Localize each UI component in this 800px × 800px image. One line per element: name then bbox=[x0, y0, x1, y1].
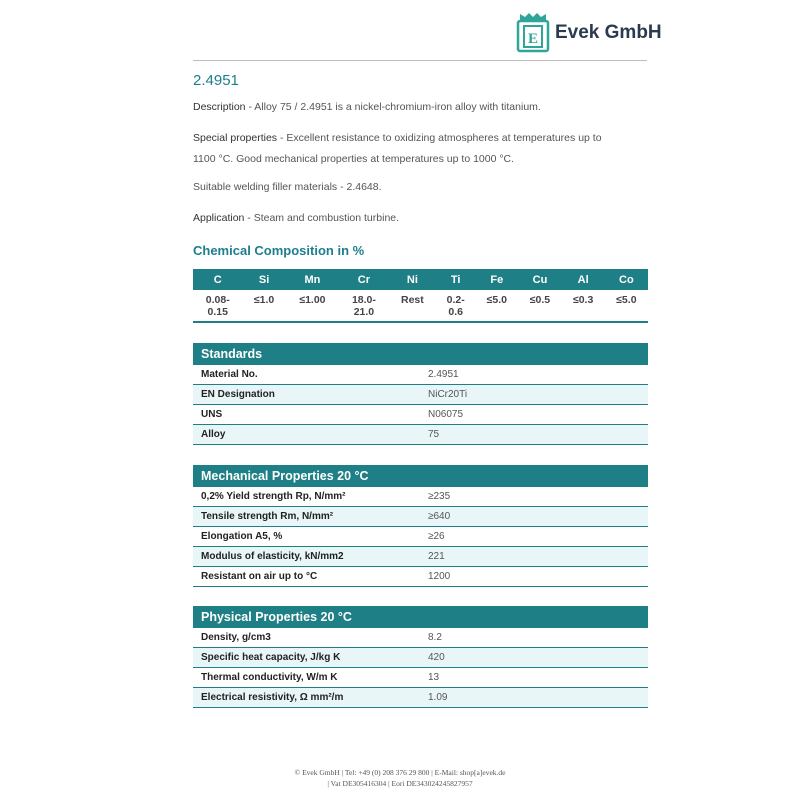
mechanical-properties-table bbox=[193, 465, 648, 587]
description-label: Description bbox=[193, 101, 246, 113]
chem-value-line: 21.0 bbox=[353, 306, 375, 318]
chem-value-cell bbox=[339, 290, 389, 322]
chem-value-line: ≤5.0 bbox=[616, 294, 637, 306]
chem-value-line: 0.2- bbox=[446, 294, 465, 306]
table-row bbox=[193, 688, 648, 708]
description-paragraph bbox=[193, 97, 541, 118]
chem-value-cell bbox=[193, 290, 243, 322]
chem-value-line: ≤1.0 bbox=[253, 294, 275, 306]
chem-header-cell: C bbox=[193, 269, 243, 290]
chem-value-cell bbox=[389, 290, 436, 322]
footer-contact-line: © Evek GmbH | Tel: +49 (0) 208 376 29 800 | E-Mail: shop[a]evek.de bbox=[294, 768, 506, 777]
property-value: 2.4951 bbox=[420, 365, 648, 385]
property-name: Tensile strength Rm, N/mm² bbox=[193, 507, 420, 527]
property-name: Electrical resistivity, Ω mm²/m bbox=[193, 688, 420, 708]
chem-header-cell: Al bbox=[562, 269, 605, 290]
chem-header-cell: Si bbox=[243, 269, 286, 290]
chem-value-line: ≤1.00 bbox=[299, 294, 326, 306]
property-value: 8.2 bbox=[420, 628, 648, 648]
chem-header-cell: Mn bbox=[286, 269, 340, 290]
footer-tax-line: | Vat DE305416304 | Eori DE343024245827957 bbox=[327, 779, 473, 788]
table-row bbox=[193, 668, 648, 688]
special-properties-label: Special properties bbox=[193, 132, 278, 144]
property-value: 75 bbox=[420, 425, 648, 445]
table-row bbox=[193, 405, 648, 425]
chem-value-line: 0.6 bbox=[448, 306, 463, 318]
property-name: Alloy bbox=[193, 425, 420, 445]
chem-value-cell bbox=[518, 290, 561, 322]
welding-paragraph bbox=[193, 177, 382, 198]
chem-value-cell bbox=[243, 290, 286, 322]
mechanical-header-row bbox=[193, 465, 648, 487]
chem-header-cell: Ni bbox=[389, 269, 436, 290]
chem-value-line: Rest bbox=[401, 294, 424, 306]
property-value: ≥640 bbox=[420, 507, 648, 527]
application-label: Application bbox=[193, 212, 245, 224]
chemical-composition-table bbox=[193, 269, 648, 323]
property-name: Density, g/cm3 bbox=[193, 628, 420, 648]
property-name: Resistant on air up to °C bbox=[193, 567, 420, 587]
page-title: 2.4951 bbox=[193, 72, 239, 89]
table-row bbox=[193, 385, 648, 405]
property-value: N06075 bbox=[420, 405, 648, 425]
chem-value-line: ≤0.5 bbox=[529, 294, 551, 306]
chem-value-cell bbox=[562, 290, 605, 322]
chemical-header-row bbox=[193, 269, 648, 290]
table-row bbox=[193, 567, 648, 587]
special-properties-paragraph bbox=[193, 128, 602, 170]
chem-header-cell: Co bbox=[605, 269, 648, 290]
table-row bbox=[193, 425, 648, 445]
property-name: Elongation A5, % bbox=[193, 527, 420, 547]
table-row bbox=[193, 648, 648, 668]
property-name: Specific heat capacity, J/kg K bbox=[193, 648, 420, 668]
chem-value-cell bbox=[605, 290, 648, 322]
property-value: ≥26 bbox=[420, 527, 648, 547]
physical-header-row bbox=[193, 606, 648, 628]
special-properties-text-1: - Excellent resistance to oxidizing atmospheres at temperatures up to bbox=[277, 132, 602, 144]
property-value: 420 bbox=[420, 648, 648, 668]
chem-value-cell bbox=[436, 290, 475, 322]
property-value: ≥235 bbox=[420, 487, 648, 507]
property-value: 1200 bbox=[420, 567, 648, 587]
property-name: Thermal conductivity, W/m K bbox=[193, 668, 420, 688]
table-row bbox=[193, 487, 648, 507]
chemical-values-row bbox=[193, 290, 648, 322]
physical-properties-table bbox=[193, 606, 648, 708]
property-value: NiCr20Ti bbox=[420, 385, 648, 405]
standards-title: Standards bbox=[193, 343, 648, 365]
chem-value-line: ≤0.3 bbox=[572, 294, 594, 306]
chem-value-line: 0.08- bbox=[205, 294, 230, 306]
application-text: - Steam and combustion turbine. bbox=[244, 212, 400, 224]
chemical-composition-title: Chemical Composition in % bbox=[193, 243, 365, 258]
property-name: Material No. bbox=[193, 365, 420, 385]
standards-header-row bbox=[193, 343, 648, 365]
property-value: 221 bbox=[420, 547, 648, 567]
property-name: EN Designation bbox=[193, 385, 420, 405]
table-row bbox=[193, 628, 648, 648]
chem-value-line: 18.0- bbox=[351, 294, 376, 306]
shield-crest-icon bbox=[515, 11, 551, 53]
svg-text:E: E bbox=[527, 31, 539, 47]
brand-logo bbox=[515, 11, 662, 53]
table-row bbox=[193, 527, 648, 547]
table-row bbox=[193, 547, 648, 567]
property-name: Modulus of elasticity, kN/mm2 bbox=[193, 547, 420, 567]
chem-header-cell: Cr bbox=[339, 269, 389, 290]
table-row bbox=[193, 507, 648, 527]
chem-header-cell: Fe bbox=[475, 269, 518, 290]
chem-value-line: ≤5.0 bbox=[486, 294, 507, 306]
special-properties-text-2: 1100 °C. Good mechanical properties at temperatures up to 1000 °C. bbox=[193, 153, 515, 165]
property-name: UNS bbox=[193, 405, 420, 425]
header-divider bbox=[193, 60, 647, 61]
mechanical-title: Mechanical Properties 20 °C bbox=[193, 465, 648, 487]
property-name: 0,2% Yield strength Rp, N/mm² bbox=[193, 487, 420, 507]
standards-table bbox=[193, 343, 648, 445]
table-row bbox=[193, 365, 648, 385]
chem-header-cell: Ti bbox=[436, 269, 475, 290]
brand-name: Evek GmbH bbox=[555, 22, 662, 43]
chem-value-line: 0.15 bbox=[207, 306, 228, 318]
property-value: 13 bbox=[420, 668, 648, 688]
chem-header-cell: Cu bbox=[518, 269, 561, 290]
physical-title: Physical Properties 20 °C bbox=[193, 606, 648, 628]
application-paragraph bbox=[193, 208, 399, 229]
property-value: 1.09 bbox=[420, 688, 648, 708]
description-text: - Alloy 75 / 2.4951 is a nickel-chromium-iron alloy with titanium. bbox=[245, 101, 541, 113]
chem-value-cell bbox=[286, 290, 340, 322]
welding-text: Suitable welding filler materials - 2.4648. bbox=[193, 181, 382, 193]
chem-value-cell bbox=[475, 290, 518, 322]
